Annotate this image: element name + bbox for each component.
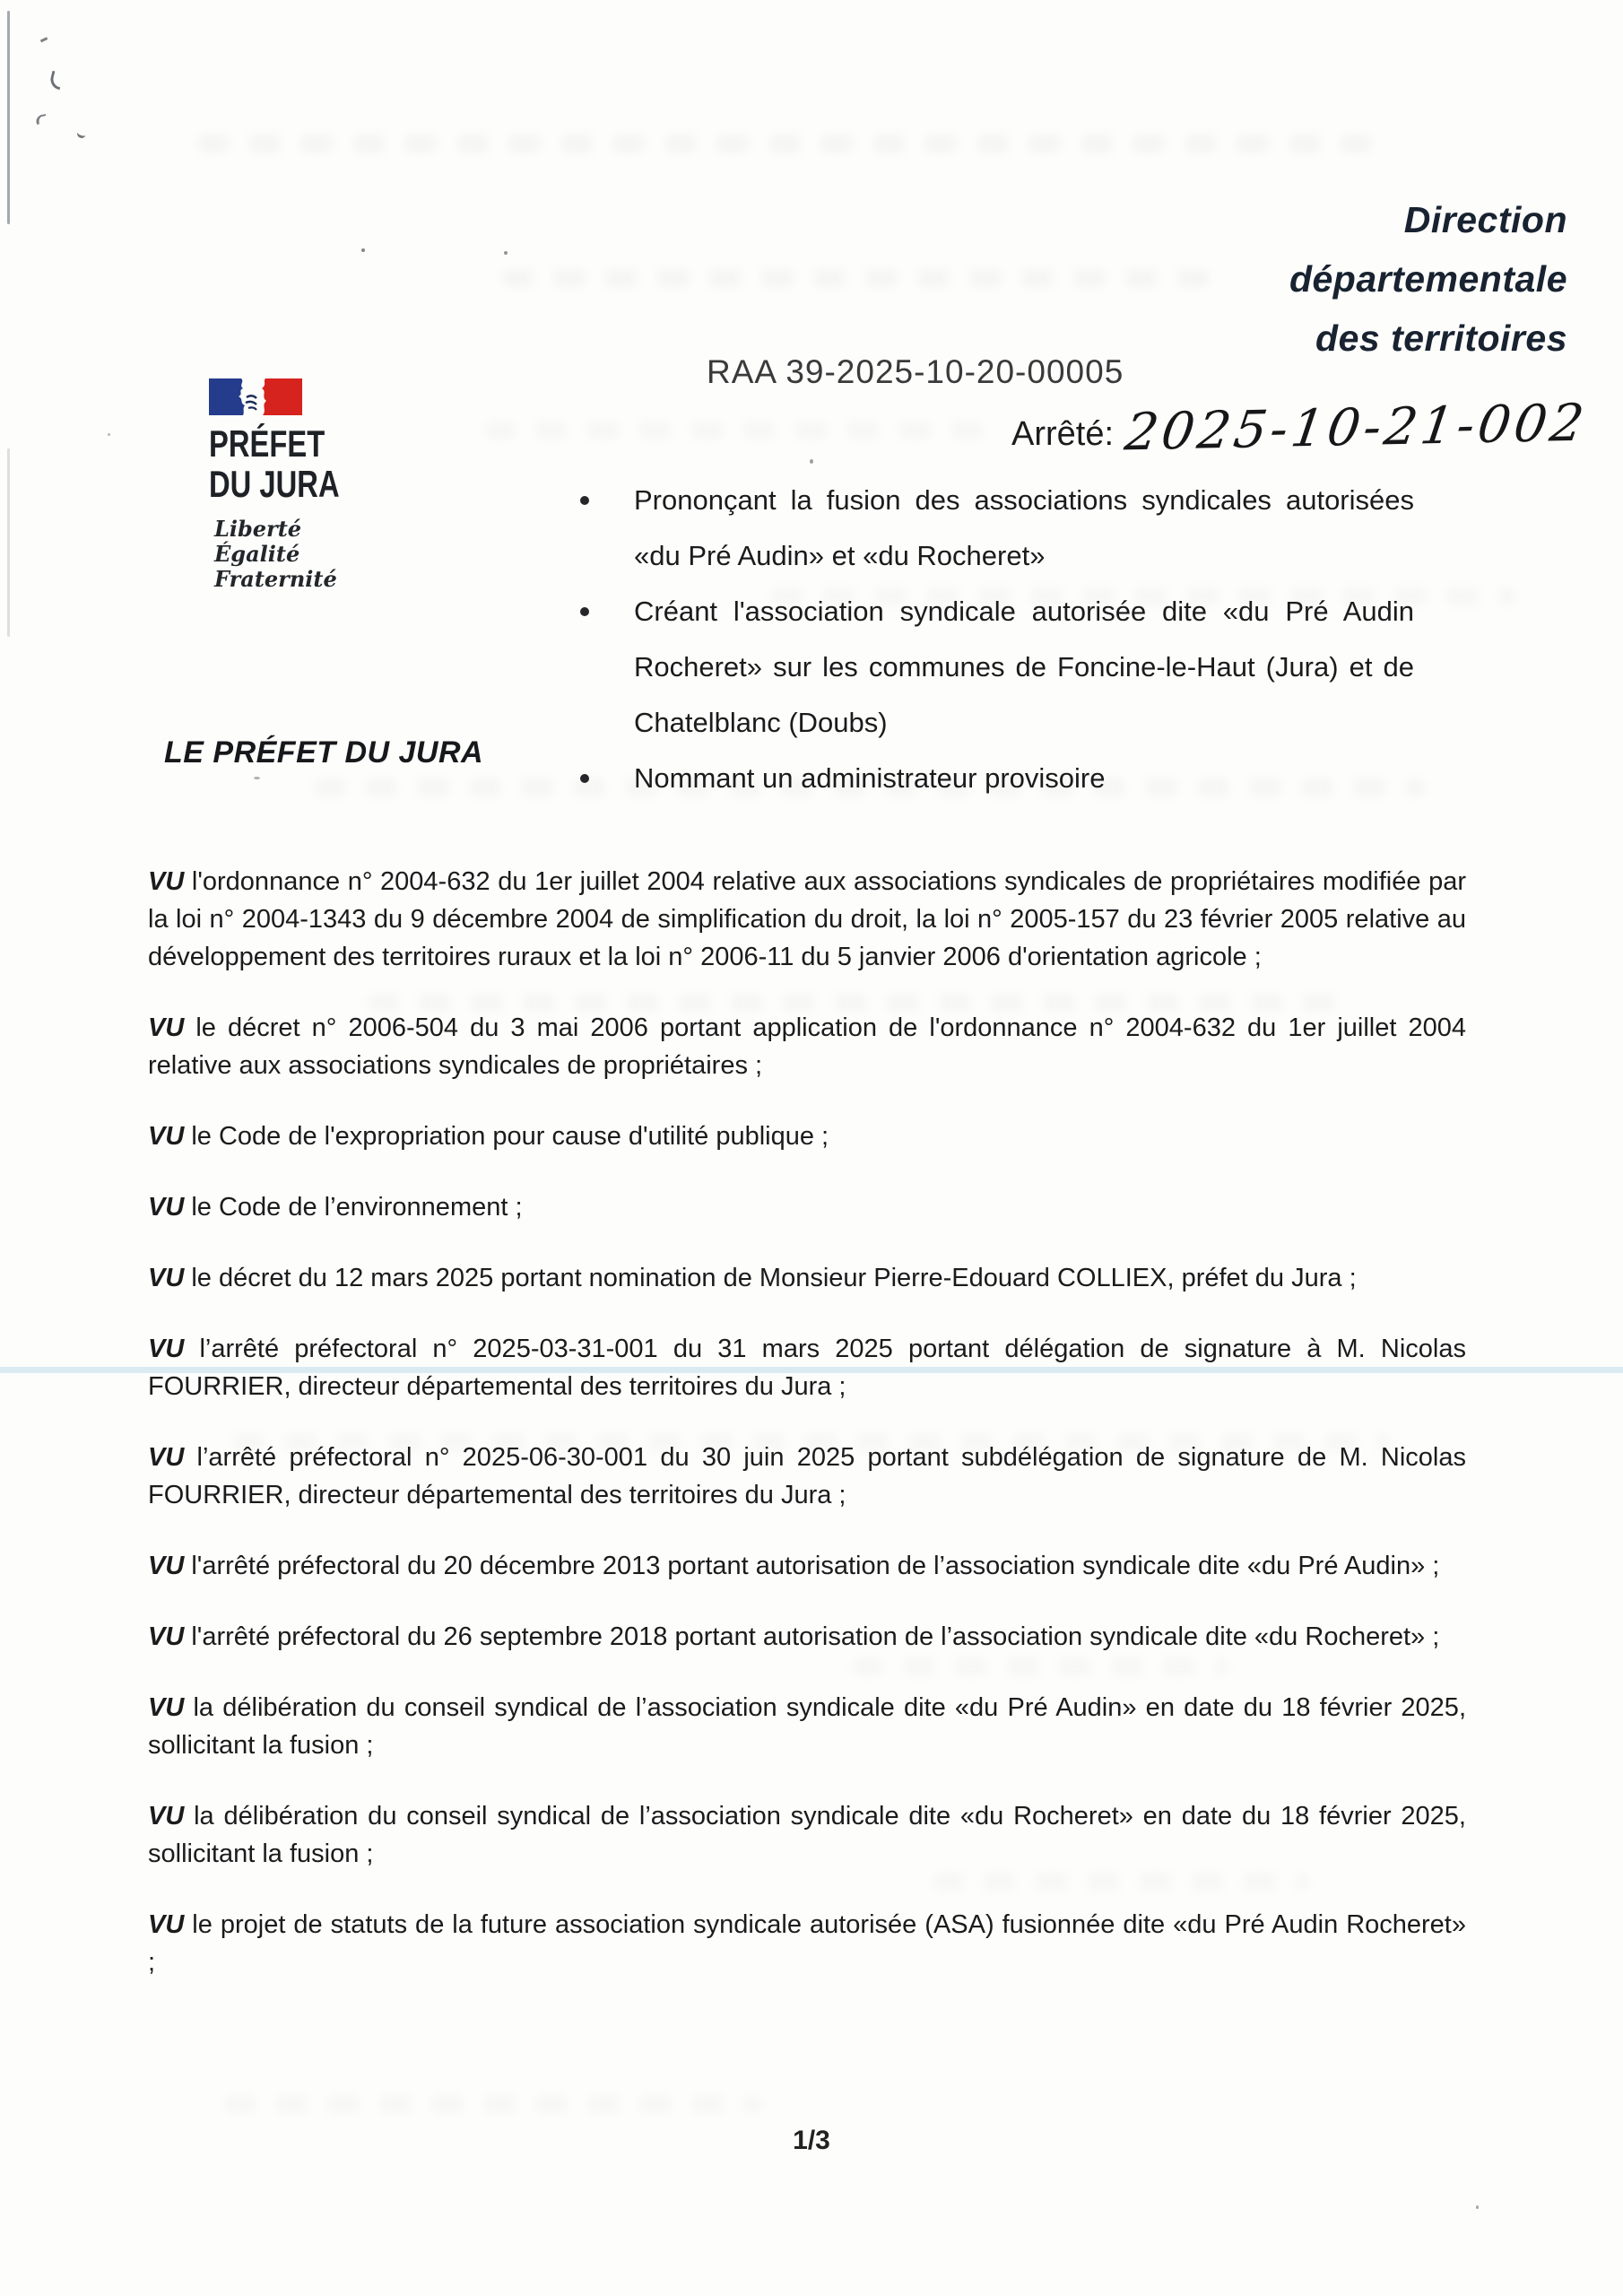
scan-edge-artifact — [7, 11, 10, 224]
arrete-number-line — [1011, 393, 1592, 463]
visa-paragraph — [148, 1259, 1466, 1297]
vu-prefix: VU — [148, 1693, 185, 1722]
vu-prefix: VU — [148, 1264, 185, 1292]
visa-text: l'ordonnance n° 2004-632 du 1er juillet 2004 relative aux associations syndicales de propriétaires modifiée par la loi n° 2004-1343 du 9 décembre 2004 de simplification du droit, la loi n° 2005-157 du 23 février 2005 relative au développement des territoires ruraux et la loi n° 2006-11 du 5 janvier 2006 d'orientation agricole ; — [148, 867, 1466, 971]
visa-text: le décret n° 2006-504 du 3 mai 2006 portant application de l'ordonnance n° 2004-632 du 1er juillet 2004 relative aux associations syndicales de propriétaires ; — [148, 1013, 1466, 1080]
arrete-subjects-list — [578, 473, 1417, 806]
speck-artifact — [1476, 2205, 1479, 2209]
visa-text: la délibération du conseil syndical de l’association syndicale dite «du Pré Audin» en date du 18 février 2025, sollicitant la fusion ; — [148, 1693, 1466, 1760]
motto-line: Fraternité — [214, 566, 337, 592]
arrete-handwritten-number: 2025-10-21-002 — [1121, 393, 1592, 463]
visa-text: l'arrêté préfectoral du 20 décembre 2013 portant autorisation de l’association syndicale dite «du Pré Audin» ; — [184, 1552, 1440, 1580]
ink-mark-artifact — [35, 114, 48, 125]
motto-line: Liberté — [214, 516, 302, 542]
issuer-title: LE PRÉFET DU JURA — [164, 735, 484, 770]
visa-text: l’arrêté préfectoral n° 2025-03-31-001 du 31 mars 2025 portant délégation de signature à M. Nicolas FOURRIER, directeur départemental des territoires du Jura ; — [148, 1335, 1466, 1401]
visa-text: le projet de statuts de la future association syndicale autorisée (ASA) fusionnée dite «du Pré Audin Rocheret» ; — [148, 1910, 1466, 1977]
motto-line: Égalité — [214, 541, 300, 567]
visa-paragraph — [148, 1618, 1466, 1656]
visa-paragraph — [148, 1188, 1466, 1226]
bleedthrough-artifact — [502, 269, 1211, 287]
speck-artifact — [254, 777, 260, 779]
visa-paragraph — [148, 1439, 1466, 1514]
vu-prefix: VU — [148, 1122, 185, 1151]
visa-text: la délibération du conseil syndical de l’association syndicale dite «du Rocheret» en date du 18 février 2025, sollicitant la fusion ; — [148, 1802, 1466, 1868]
visa-paragraphs — [148, 863, 1466, 2014]
visa-text: l'arrêté préfectoral du 26 septembre 2018 portant autorisation de l’association syndicale dite «du Rocheret» ; — [184, 1622, 1440, 1651]
subject-text: Nommant un administrateur provisoire — [634, 762, 1106, 794]
vu-prefix: VU — [148, 1802, 185, 1831]
visa-text: l’arrêté préfectoral n° 2025-06-30-001 du 30 juin 2025 portant subdélégation de signature de M. Nicolas FOURRIER, directeur départemental des territoires du Jura ; — [148, 1443, 1466, 1509]
subject-text: Prononçant la fusion des associations syndicales autorisées «du Pré Audin» et «du Rocheret» — [634, 484, 1414, 571]
service-line: Direction — [1403, 199, 1567, 240]
vu-prefix: VU — [148, 1443, 185, 1472]
prefet-line: PRÉFET — [209, 422, 325, 465]
scan-edge-artifact — [7, 448, 10, 637]
service-line: des territoires — [1315, 317, 1567, 359]
visa-paragraph — [148, 863, 1466, 976]
service-header — [1289, 190, 1567, 368]
ink-mark-artifact — [48, 71, 64, 91]
subject-item — [578, 584, 1414, 751]
ink-mark-artifact — [39, 33, 48, 43]
speck-artifact — [810, 459, 813, 464]
service-line: départementale — [1289, 258, 1567, 300]
speck-artifact — [108, 433, 110, 436]
republic-motto — [209, 517, 377, 592]
marianne-tricolor-icon — [209, 378, 302, 415]
vu-prefix: VU — [148, 1193, 185, 1222]
visa-text: le décret du 12 mars 2025 portant nomination de Monsieur Pierre-Edouard COLLIEX, préfet du Jura ; — [184, 1264, 1357, 1292]
vu-prefix: VU — [148, 1622, 185, 1651]
speck-artifact — [361, 248, 365, 252]
bleedthrough-artifact — [197, 135, 1372, 152]
bleedthrough-artifact — [484, 422, 986, 439]
visa-text: le Code de l'expropriation pour cause d'utilité publique ; — [184, 1122, 829, 1151]
subject-item — [578, 751, 1414, 806]
vu-prefix: VU — [148, 1910, 185, 1939]
raa-registration-number: RAA 39-2025-10-20-00005 — [707, 353, 1124, 390]
visa-text: le Code de l’environnement ; — [184, 1193, 523, 1222]
speck-artifact — [504, 251, 508, 255]
vu-prefix: VU — [148, 1335, 185, 1363]
french-republic-logo — [209, 378, 377, 592]
bleedthrough-artifact — [224, 2095, 762, 2113]
vu-prefix: VU — [148, 1013, 185, 1042]
visa-paragraph — [148, 1797, 1466, 1873]
visa-paragraph — [148, 1330, 1466, 1405]
visa-paragraph — [148, 1547, 1466, 1585]
prefet-line: DU JURA — [209, 463, 340, 505]
visa-paragraph — [148, 1689, 1466, 1764]
subject-item — [578, 473, 1414, 584]
subject-text: Créant l'association syndicale autorisée dite «du Pré Audin Rocheret» sur les communes de Foncine-le-Haut (Jura) et de Chatelblanc (Doubs) — [634, 596, 1414, 738]
visa-paragraph — [148, 1118, 1466, 1155]
visa-paragraph — [148, 1009, 1466, 1084]
ink-mark-artifact — [76, 128, 88, 140]
prefet-wordmark — [209, 423, 340, 504]
page-number: 1/3 — [793, 2126, 830, 2155]
visa-paragraph — [148, 1906, 1466, 1981]
vu-prefix: VU — [148, 1552, 185, 1580]
arrete-label: Arrêté: — [1011, 415, 1115, 453]
vu-prefix: VU — [148, 867, 185, 896]
